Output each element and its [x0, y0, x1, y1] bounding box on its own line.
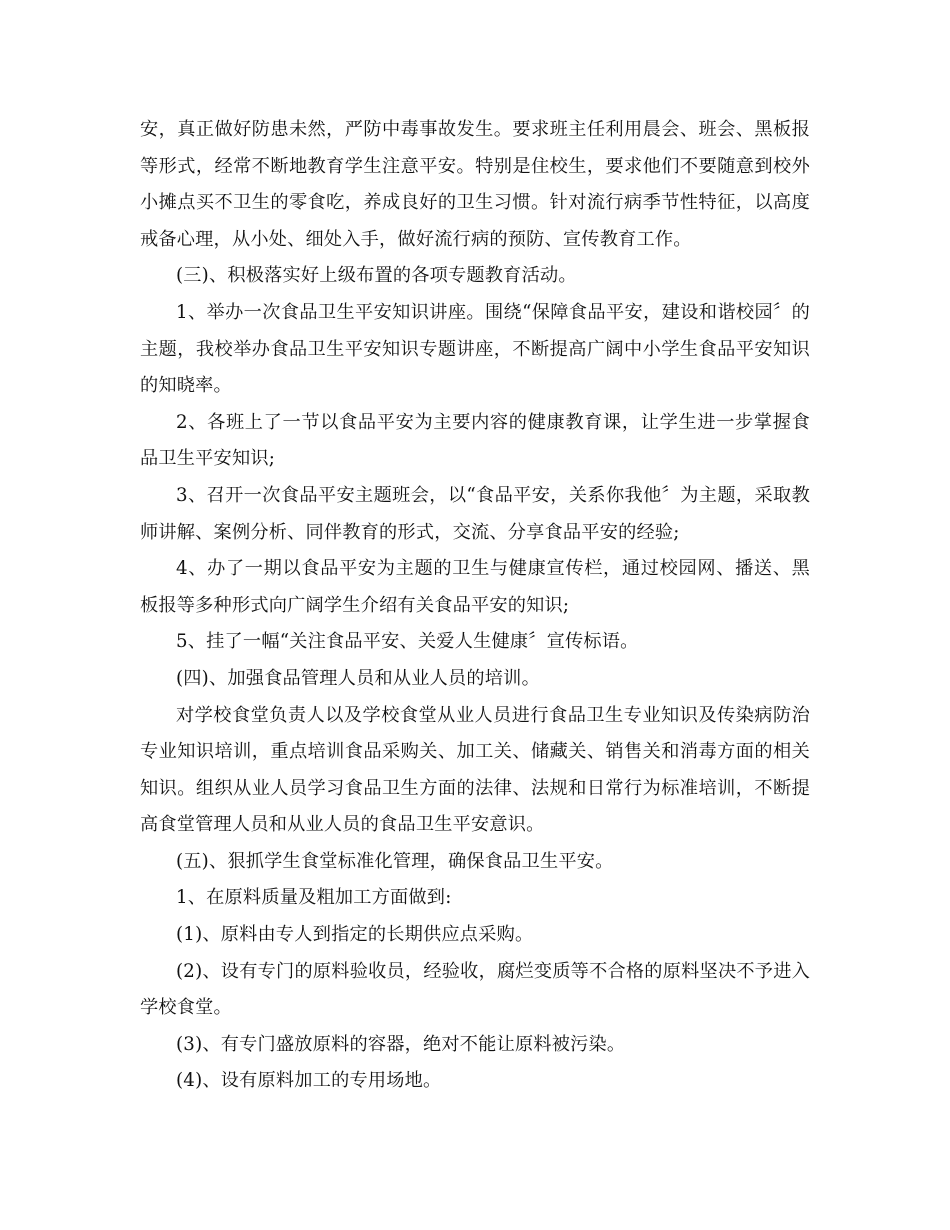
paragraph: 1、在原料质量及粗加工方面做到:: [176, 887, 452, 909]
paragraph: 3、召开一次食品平安主题班会，以“食品平安，关系你我他〞为主题，采取教师讲解、案例分析、同伴教育的形式，交流、分享食品平安的经验;: [140, 484, 810, 543]
paragraph: 安，真正做好防患未然，严防中毒事故发生。要求班主任利用晨会、班会、黑板报等形式，经常不断地教育学生注意平安。特别是住校生，要求他们不要随意到校外小摊点买不卫生的零食吃，养成良好的卫生习惯。针对流行病季节性特征，以高度戒备心理，从小处、细处入手，做好流行病的预防、宣传教育工作。: [140, 119, 810, 250]
section-heading: (四)、加强食品管理人员和从业人员的培训。: [176, 667, 540, 689]
paragraph: 2、各班上了一节以食品平安为主要内容的健康教育课，让学生进一步掌握食品卫生平安知识;: [140, 411, 810, 470]
paragraph: 4、办了一期以食品平安为主题的卫生与健康宣传栏，通过校园网、播送、黑板报等多种形式向广阔学生介绍有关食品平安的知识;: [140, 558, 810, 616]
section-heading: (三)、积极落实好上级布置的各项专题教育活动。: [176, 265, 577, 287]
paragraph: 5、挂了一幅“关注食品平安、关爱人生健康〞宣传标语。: [176, 631, 639, 653]
section-heading: (五)、狠抓学生食堂标准化管理，确保食品卫生平安。: [176, 850, 614, 872]
list-item: (3)、有专门盛放原料的容器，绝对不能让原料被污染。: [176, 1033, 626, 1055]
list-item: (1)、原料由专人到指定的长期供应点采购。: [176, 924, 534, 946]
document-page: [140, 112, 810, 1100]
list-item: (4)、设有原料加工的专用场地。: [176, 1070, 442, 1092]
paragraph: 对学校食堂负责人以及学校食堂从业人员进行食品卫生专业知识及传染病防治专业知识培训，重点培训食品采购关、加工关、储藏关、销售关和消毒方面的相关知识。组织从业人员学习食品卫生方面的法律、法规和日常行为标准培训，不断提高食堂管理人员和从业人员的食品卫生平安意识。: [140, 704, 810, 836]
paragraph: 1、举办一次食品卫生平安知识讲座。围绕“保障食品平安，建设和谐校园〞的主题，我校举办食品卫生平安知识专题讲座，不断提高广阔中小学生食品平安知识的知晓率。: [140, 301, 810, 397]
list-item: (2)、设有专门的原料验收员，经验收，腐烂变质等不合格的原料坚决不予进入学校食堂。: [140, 960, 810, 1019]
